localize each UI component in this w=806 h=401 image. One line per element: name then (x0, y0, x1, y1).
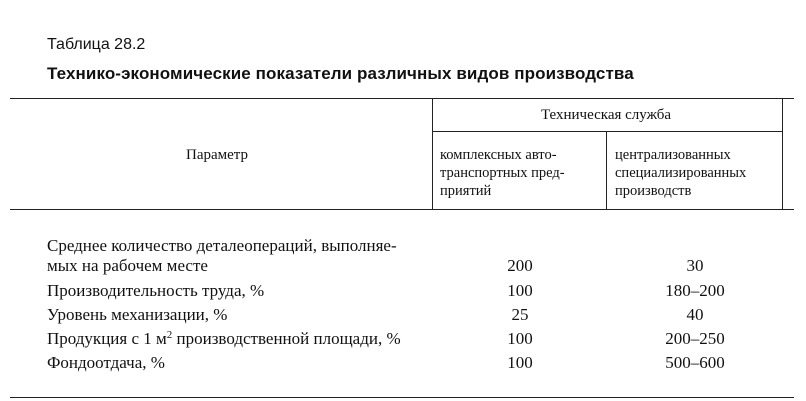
header-parameter: Параметр (186, 147, 249, 163)
row-name-line: Среднее количество деталеопераций, выполняе- (47, 236, 397, 255)
table-title: Технико-экономические показатели различных видов производства (47, 64, 634, 83)
row-value-centralized: 40 (686, 305, 704, 324)
table-top-rule (10, 98, 794, 99)
row-name (47, 236, 397, 276)
header-group-rule (432, 131, 783, 132)
row-name: Уровень механизации, % (47, 305, 228, 324)
header-bottom-rule (10, 209, 794, 210)
row-value-complex: 100 (507, 281, 533, 300)
row-value-complex: 200 (507, 256, 533, 275)
table-caption: Таблица 28.2 (47, 36, 146, 53)
header-divider-mid (606, 131, 607, 209)
header-sub1-line: транспортных пред- (440, 165, 565, 181)
table-row (0, 353, 806, 377)
table-row (0, 236, 806, 275)
table-bottom-rule (10, 397, 794, 398)
header-centralized-production (615, 146, 785, 200)
row-value-centralized: 200–250 (665, 329, 725, 348)
header-sub1-line: комплексных авто- (440, 147, 557, 163)
row-name-text: Продукция с 1 м (47, 329, 167, 348)
table-row (0, 281, 806, 305)
row-name (47, 329, 401, 349)
header-sub2-line: централизованных (615, 147, 731, 163)
row-value-complex: 25 (511, 305, 529, 324)
header-tech-service: Техническая служба (540, 107, 672, 123)
header-sub1-line: приятий (440, 183, 492, 199)
header-complex-enterprises (440, 146, 600, 200)
row-value-centralized: 500–600 (665, 353, 725, 372)
table-row (0, 329, 806, 353)
header-sub2-line: специализированных (615, 165, 747, 181)
row-value-centralized: 180–200 (665, 281, 725, 300)
row-name: Производительность труда, % (47, 281, 265, 300)
row-name-text: производственной площади, % (172, 329, 401, 348)
row-name: Фондоотдача, % (47, 353, 165, 372)
row-name-superscript: 2 (166, 329, 173, 341)
row-value-complex: 100 (507, 329, 533, 348)
table-row (0, 305, 806, 329)
row-name-line: мых на рабочем месте (47, 256, 208, 275)
header-sub2-line: производств (615, 183, 692, 199)
row-value-complex: 100 (507, 353, 533, 372)
row-value-centralized: 30 (686, 256, 704, 275)
